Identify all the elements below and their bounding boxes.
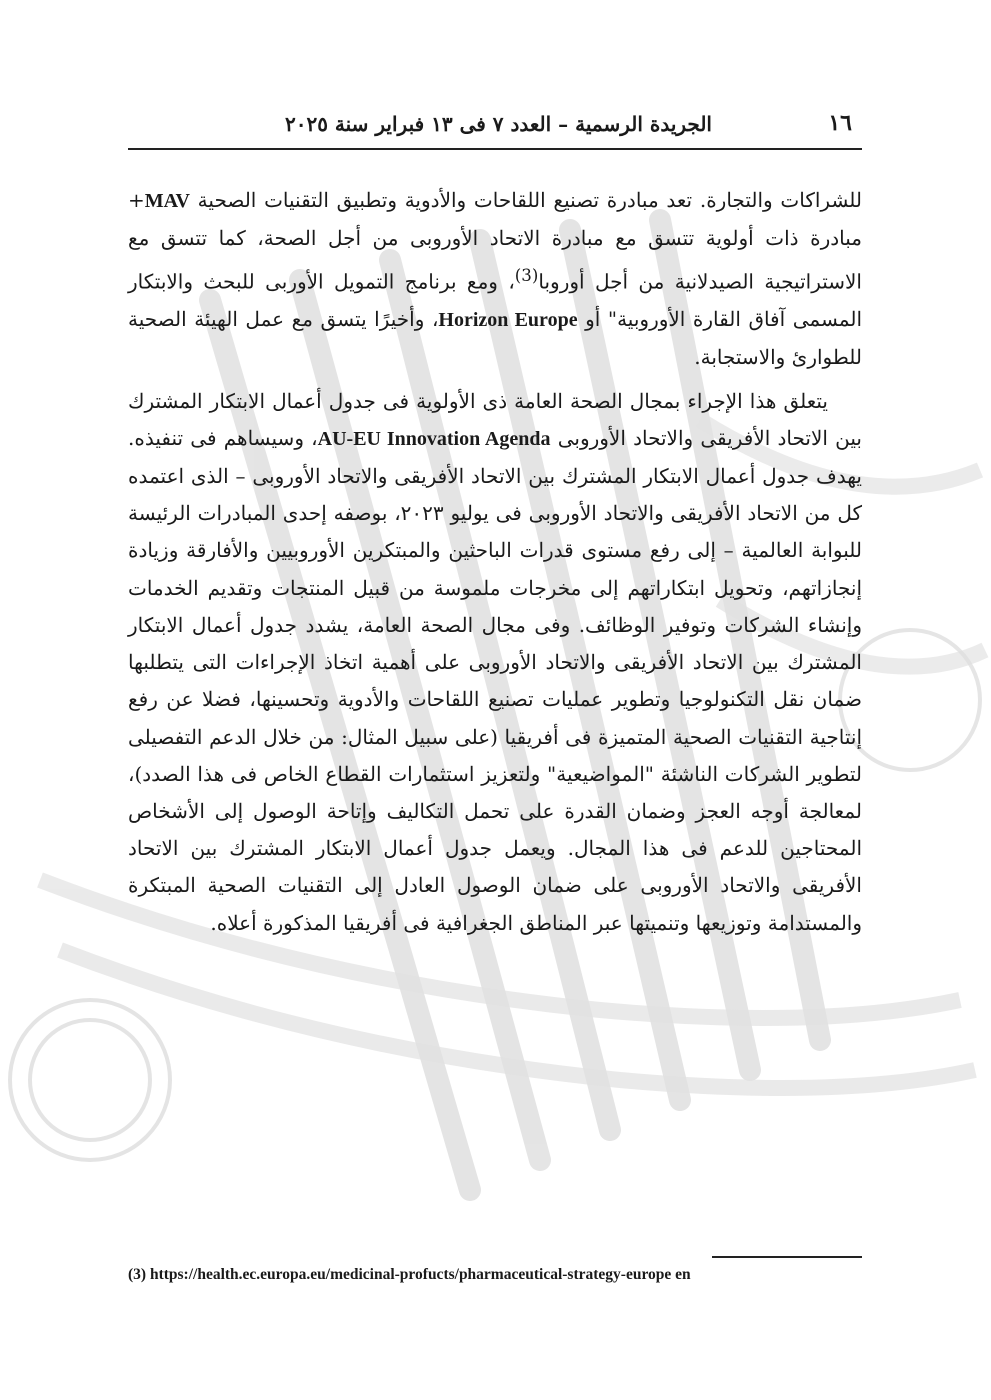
article-body — [128, 182, 862, 942]
page-number: ١٦ — [828, 110, 852, 136]
text-run: يتعلق هذا الإجراء بمجال الصحة العامة ذى الأولوية فى جدول أعمال الابتكار المشترك بين الاتحاد الأفريقى والاتحاد الأوروبى — [128, 388, 862, 450]
footnote-reference: (3) — [514, 266, 539, 286]
mav-term: MAV — [144, 190, 190, 212]
text-run: + مبادرة ذات أولوية تتسق مع مبادرة الاتحاد الأوروبى من أجل الصحة، كما تتسق مع الاستراتيجية الصيدلانية من أجل أوروبا — [128, 188, 862, 295]
page-header — [128, 108, 862, 150]
text-run: ، وسيساهم فى تنفيذه. يهدف جدول أعمال الابتكار المشترك بين الاتحاد الأفريقى والاتحاد الأوروبى – الذى اعتمده كل من الاتحاد الأفريقى والاتحاد الأوروبى فى يوليو ٢٠٢٣، بوصفه إحدى المبادرات الرئيسة للبوابة العالمية – إلى رفع مستوى قدرات الباحثين والمبتكرين الأوروبيين والأفارقة وزيادة إنجازاتهم، وتحويل ابتكاراتهم إلى مخرجات ملموسة من قبيل المنتجات وتقديم الخدمات وإنشاء الشركات وتوفير الوظائف. وفى مجال الصحة العامة، يشدد جدول أعمال الابتكار المشترك بين الاتحاد الأفريقى والاتحاد الأوروبى على أهمية اتخاذ الإجراءات التى يتطلبها ضمان نقل التكنولوجيا وتطوير عمليات تصنيع اللقاحات والأدوية وتحسينها، فضلا عن رفع إنتاجية التقنيات الصحية المتميزة فى أفريقيا (على سبيل المثال: من خلال الدعم التفصيلى لتطوير الشركات الناشئة "المواضيعية" ولتعزيز استثمارات القطاع الخاص فى هذا الصدد)، لمعالجة أوجه العجز وضمان القدرة على تحمل التكاليف وإتاحة الوصول إلى الأشخاص المحتاجين للدعم فى هذا المجال. ويعمل جدول أعمال الابتكار المشترك بين الاتحاد الأفريقى والاتحاد الأوروبى على ضمان الوصول العادل إلى التقنيات الصحية المبتكرة والمستدامة وتوزيعها وتنميتها عبر المناطق الجغرافية فى أفريقيا المذكورة أعلاه. — [128, 425, 862, 935]
footnote: (3) https://health.ec.europa.eu/medicinal-profucts/pharmaceutical-strategy-europe en — [128, 1266, 691, 1283]
paragraph — [128, 182, 862, 377]
text-run: ، ومع برنامج التمويل الأوربى للبحث والابتكار المسمى آفاق القارة الأوروبية" أو — [128, 270, 863, 332]
footnote-divider — [712, 1256, 862, 1258]
text-run: للشراكات والتجارة. تعد مبادرة تصنيع اللقاحات والأدوية وتطبيق التقنيات الصحية — [189, 188, 862, 212]
horizon-europe-term: Horizon Europe — [438, 309, 578, 332]
text-run: ، وأخيرًا يتسق مع عمل الهيئة الصحية للطوارئ والاستجابة. — [128, 307, 862, 370]
paragraph — [128, 383, 862, 942]
running-head: الجريدة الرسمية – العدد ٧ فى ١٣ فبراير سنة ٢٠٢٥ — [284, 112, 712, 136]
au-eu-agenda-term: AU-EU Innovation Agenda — [317, 427, 551, 450]
